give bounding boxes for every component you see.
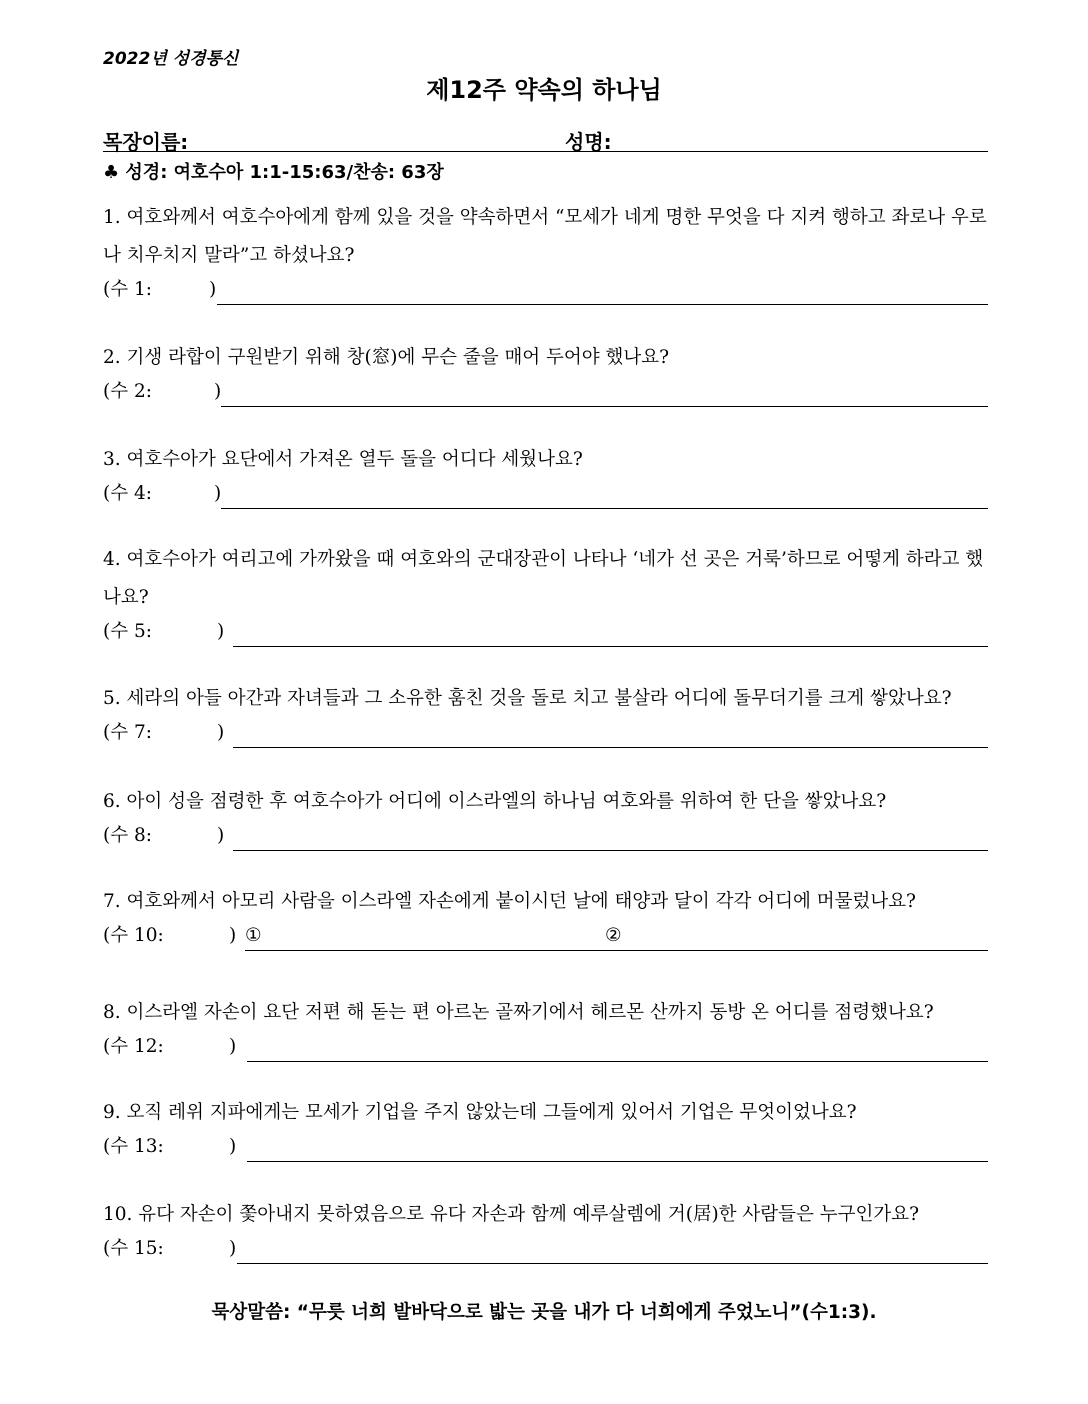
verse-ref: (수 2: [103,381,152,402]
group-name-label: 목장이름: [103,130,189,154]
header-label: 2022년 성경통신 [103,49,239,69]
question-10 [103,1196,988,1264]
question-text: 6. 아이 성을 점령한 후 여호수아가 어디에 이스라엘의 하나님 여호와를 위하여 한 단을 쌓았나요? [103,791,887,812]
question-text: 8. 이스라엘 자손이 요단 저편 해 돋는 편 아르논 골짜기에서 헤르몬 산까지 동방 온 어디를 점령했나요? [103,1002,934,1023]
verse-ref-close: ) [214,483,222,504]
verse-ref-close: ) [229,1036,237,1057]
answer-line[interactable] [233,747,988,748]
question-text: 3. 여호수아가 요단에서 가져온 열두 돌을 어디다 세웠나요? [103,449,583,470]
question-text: 1. 여호와께서 여호수아에게 함께 있을 것을 약속하면서 “모세가 네게 명한 무엇을 다 지켜 행하고 좌로나 우로나 치우치지 말라”고 하셨나요? [103,207,987,266]
person-name-label: 성명: [565,130,612,154]
verse-ref-close: ) [217,722,225,743]
verse-ref: (수 13: [103,1136,164,1157]
answer-line[interactable] [237,1263,988,1264]
verse-ref: (수 8: [103,825,152,846]
answer-line[interactable] [245,950,988,951]
question-1 [103,199,988,305]
question-text: 5. 세라의 아들 아간과 자녀들과 그 소유한 훔친 것을 돌로 치고 불살라 어디에 돌무더기를 크게 쌓았나요? [103,688,952,709]
verse-ref-close: ) [229,1238,237,1259]
scripture-text: 성경: 여호수아 1:1-15:63/찬송: 63장 [125,162,444,183]
answer-line[interactable] [247,1061,988,1062]
question-3 [103,441,988,509]
meditation-verse: 묵상말씀: “무릇 너희 발바닥으로 밟는 곳을 내가 다 너희에게 주었노니”(수1:3). [211,1302,877,1323]
answer-row [103,1234,988,1264]
verse-ref-close: ) [229,925,237,946]
question-6 [103,783,988,851]
answer-mark-1: ① [245,925,262,946]
question-5 [103,680,988,748]
answer-row [103,821,988,851]
answer-row [103,1032,988,1062]
verse-ref-close: ) [229,1136,237,1157]
answer-line[interactable] [221,508,988,509]
question-9 [103,1094,988,1162]
answer-row [103,275,988,305]
answer-mark-2: ② [605,925,622,946]
verse-ref: (수 1: [103,279,152,300]
answer-row [103,718,988,748]
verse-ref-close: ) [209,279,217,300]
question-2 [103,339,988,407]
question-7 [103,883,988,951]
question-text: 7. 여호와께서 아모리 사람을 이스라엘 자손에게 붙이시던 날에 태양과 달이 각각 어디에 머물렀나요? [103,891,916,912]
answer-line[interactable] [217,304,988,305]
question-text: 9. 오직 레위 지파에게는 모세가 기업을 주지 않았는데 그들에게 있어서 기업은 무엇이었나요? [103,1102,857,1123]
answer-row [103,617,988,647]
question-text: 4. 여호수아가 여리고에 가까왔을 때 여호와의 군대장관이 나타나 ‘네가 선 곳은 거룩’하므로 어떻게 하라고 했나요? [103,549,984,608]
question-8 [103,994,988,1062]
verse-ref: (수 15: [103,1238,164,1259]
verse-ref: (수 5: [103,621,152,642]
verse-ref-close: ) [217,621,225,642]
answer-row [103,377,988,407]
question-4 [103,541,988,647]
question-text: 10. 유다 자손이 쫓아내지 못하였음으로 유다 자손과 함께 예루살렘에 거(居)한 사람들은 누구인가요? [103,1204,920,1225]
scripture-line [103,158,444,184]
verse-ref: (수 4: [103,483,152,504]
verse-ref: (수 7: [103,722,152,743]
verse-ref-close: ) [214,381,222,402]
info-underline [103,151,988,152]
page-title: 제12주 약속의 하나님 [426,76,662,104]
answer-row [103,479,988,509]
verse-ref: (수 10: [103,925,164,946]
answer-line[interactable] [221,406,988,407]
question-text: 2. 기생 라합이 구원받기 위해 창(窓)에 무슨 줄을 매어 두어야 했나요? [103,347,670,368]
club-icon: ♣ [103,162,120,183]
verse-ref-close: ) [217,825,225,846]
info-row [103,126,988,152]
answer-line[interactable] [233,646,988,647]
answer-row [103,1132,988,1162]
answer-line[interactable] [247,1161,988,1162]
answer-row [103,921,988,951]
answer-line[interactable] [233,850,988,851]
verse-ref: (수 12: [103,1036,164,1057]
